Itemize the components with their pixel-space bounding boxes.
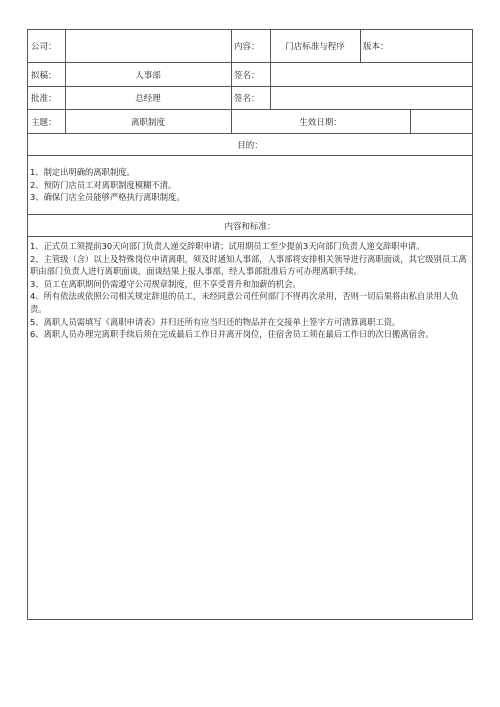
signature-label-2: 签名： [234, 94, 260, 104]
header-row-drafter [28, 63, 472, 87]
standards-heading: 内容和标准： [224, 221, 276, 232]
purpose-item: 3、确保门店全员能够严格执行离职制度。 [30, 192, 185, 203]
purpose-heading: 目的： [237, 140, 263, 151]
standards-item: 3、员工在离职期间仍需遵守公司规章制度，但不享受晋升和加薪的机会。 [30, 278, 301, 289]
subject-value: 离职制度 [130, 117, 165, 128]
signature-label-1: 签名： [234, 70, 260, 81]
standards-item: 4、所有依法或依照公司相关规定辞退的员工，未经同意公司任何部门不得再次录用，否则一切后果将由私自录用人负责。 [30, 291, 459, 314]
purpose-body [28, 156, 472, 215]
purpose-item: 1、制定出明确的离职制度。 [30, 167, 135, 177]
content-value: 门店标准与程序 [285, 42, 345, 52]
header-row-company [28, 30, 472, 63]
standards-item: 5、离职人员需填写《离职申请表》并归还所有应当归还的物品并在交接单上签字方可清算离职工资。 [30, 316, 401, 327]
approver-label: 批准： [31, 94, 57, 104]
content-label: 内容： [234, 42, 260, 52]
purpose-item: 2、预防门店员工对离职制度模糊不清。 [30, 179, 177, 190]
subject-label: 主题： [31, 117, 57, 128]
standards-item: 2、主管级（含）以上及特殊岗位申请离职，须及时通知人事部，人事部将安排相关领导进行离职面谈，其它级别员工离职由部门负责人进行离职面谈，面谈结果上报人事部，经人事部批准后方可办理离职手续。 [30, 253, 467, 277]
policy-document [27, 29, 473, 620]
purpose-heading-row [28, 134, 472, 156]
drafter-label: 拟稿： [31, 70, 57, 81]
company-label: 公司： [31, 42, 57, 52]
header-row-approver [28, 87, 472, 110]
standards-item: 6、离职人员办理完离职手续后须在完成最后工作日并离开岗位，住宿舍员工须在最后工作日的次日搬离宿舍。 [30, 329, 434, 340]
standards-item: 1、正式员工须提前30天向部门负责人递交辞职申请；试用期员工至少提前3天向部门负责人递交辞职申请。 [30, 241, 425, 251]
version-label: 版本： [363, 42, 389, 52]
standards-heading-row [28, 215, 472, 237]
approver-value: 总经理 [135, 94, 161, 104]
effective-date-label: 生效日期： [299, 117, 342, 128]
standards-body [28, 240, 472, 341]
header-row-subject [28, 110, 472, 134]
drafter-value: 人事部 [135, 70, 161, 81]
